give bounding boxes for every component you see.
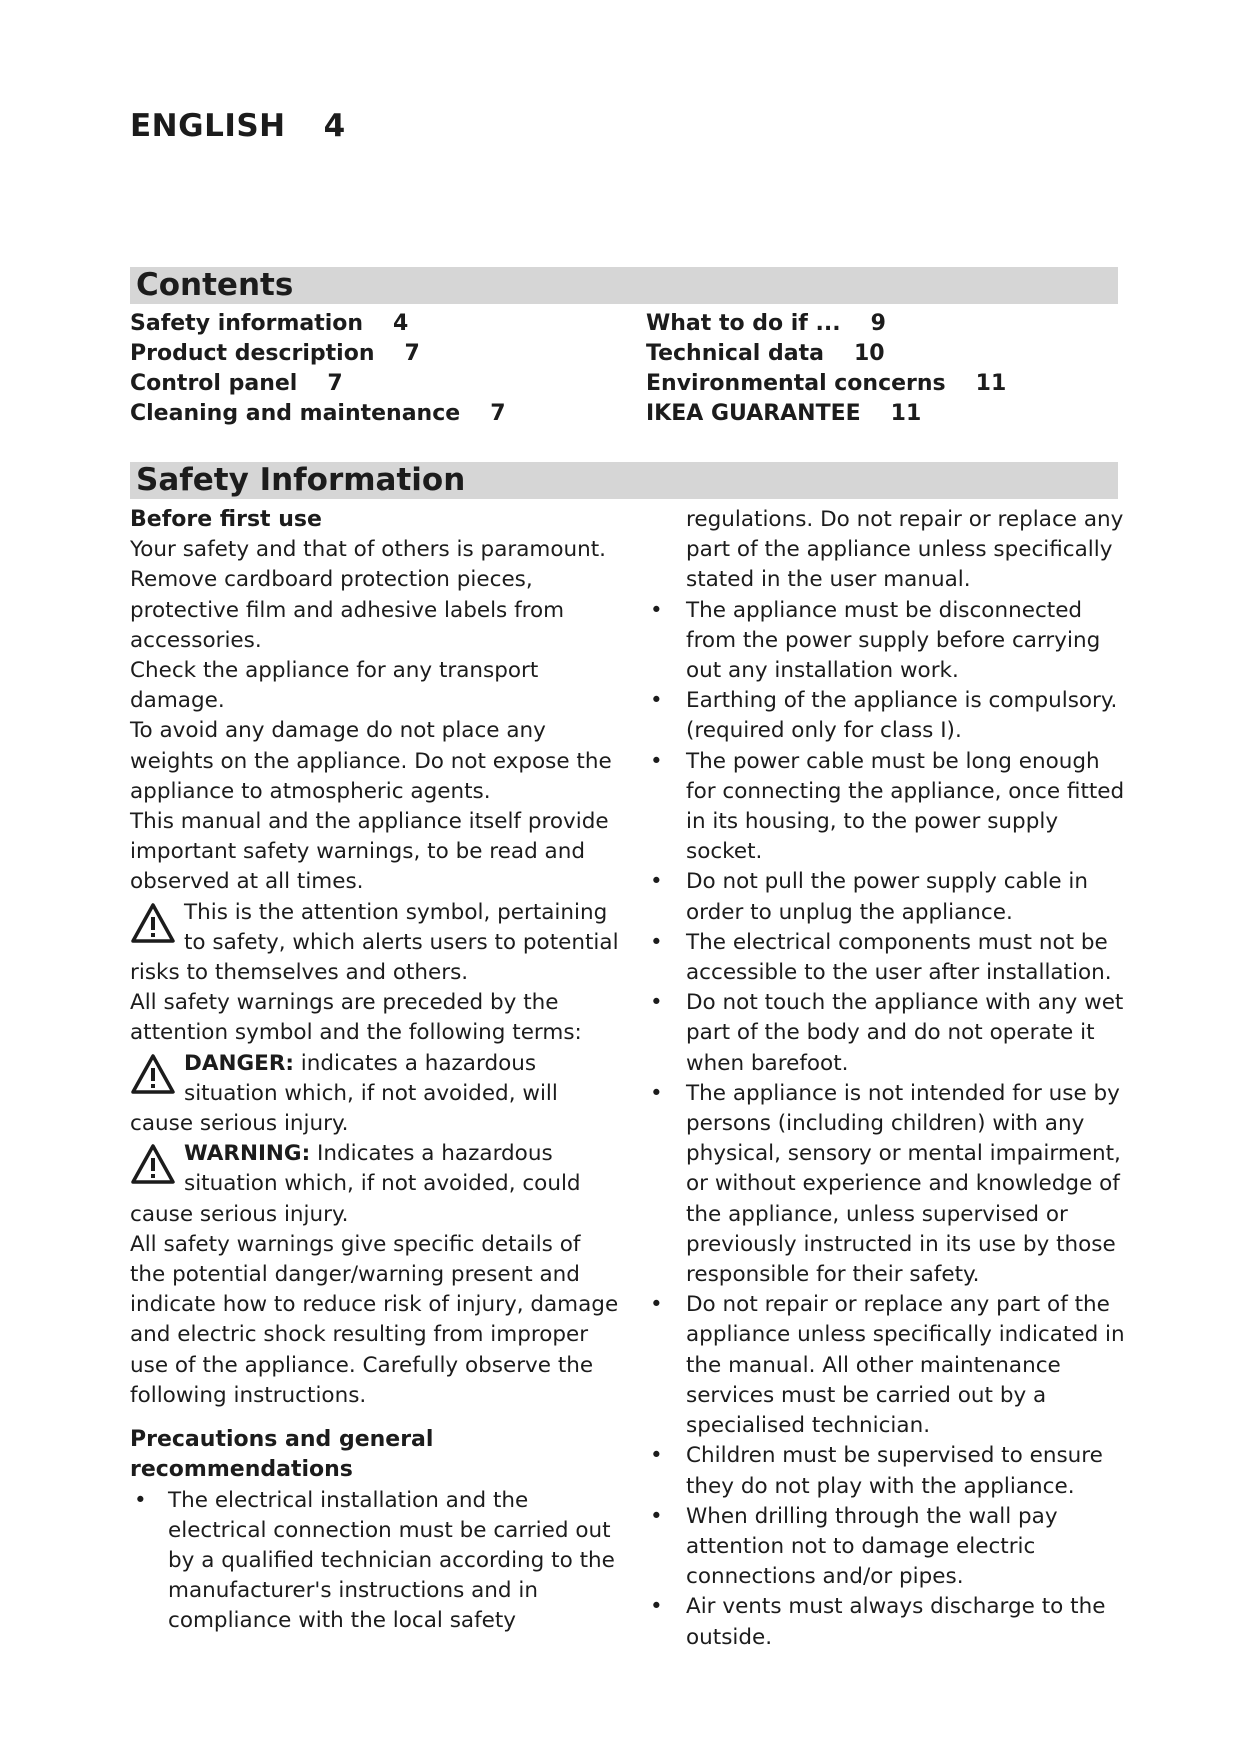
list-item: • The power cable must be long enough for connecting the appliance, once fitted in its housing, to the power supply socket. — [646, 747, 1126, 868]
page-number: 4 — [323, 108, 346, 144]
danger-term: DANGER: — [184, 1050, 294, 1076]
toc-left-column — [130, 309, 506, 429]
list-item: • The appliance is not intended for use by persons (including children) with any physical, sensory or mental impairment, or without experience and knowledge of the appliance, unless supervised or previously instructed in its use by those responsible for their safety. — [646, 1079, 1126, 1290]
danger-definition: DANGER: indicates a hazardous situation which, if not avoided, will cause serious injury. — [130, 1050, 558, 1137]
toc-item-technical-data[interactable]: Technical data 10 — [646, 341, 885, 366]
warning-definition: WARNING: Indicates a hazardous situation which, if not avoided, could cause serious injury. — [130, 1141, 581, 1227]
contents-title: Contents — [136, 267, 294, 303]
list-item: • The electrical installation and the electrical connection must be carried out by a qualified technician according to the manufacturer's instructions and in compliance with the local safety — [130, 1486, 620, 1637]
list-item: • Children must be supervised to ensure they do not play with the appliance. — [646, 1441, 1126, 1501]
safety-right-column — [646, 505, 1126, 1653]
paragraph: Your safety and that of others is paramount. — [130, 537, 607, 563]
safety-left-column — [130, 505, 620, 1637]
list-item: • Do not touch the appliance with any wet part of the body and do not operate it when barefoot. — [646, 988, 1126, 1079]
paragraph: Check the appliance for any transport damage. — [130, 658, 539, 714]
toc-right-column — [646, 309, 1006, 429]
warning-term: WARNING: — [184, 1141, 311, 1167]
precautions-list-left — [130, 1486, 620, 1637]
toc-item-environmental-concerns[interactable]: Environmental concerns 11 — [646, 371, 1007, 396]
attention-symbol-note: This is the attention symbol, pertaining to safety, which alerts users to potential risks to themselves and others. — [130, 899, 619, 986]
list-item: • Do not pull the power supply cable in order to unplug the appliance. — [646, 867, 1126, 927]
list-item: • When drilling through the wall pay attention not to damage electric connections and/or pipes. — [646, 1502, 1126, 1593]
language-label: ENGLISH — [130, 108, 286, 144]
list-item: • Earthing of the appliance is compulsory. (required only for class I). — [646, 686, 1126, 746]
safety-section-bar — [130, 462, 1118, 499]
warning-triangle-icon — [130, 902, 176, 944]
page-header — [130, 108, 346, 144]
list-item-continuation: regulations. Do not repair or replace any part of the appliance unless specifically stated in the user manual. — [686, 507, 1124, 593]
warning-triangle-icon — [130, 1143, 176, 1185]
toc-item-ikea-guarantee[interactable]: IKEA GUARANTEE 11 — [646, 401, 922, 426]
paragraph: All safety warnings are preceded by the attention symbol and the following terms: — [130, 990, 582, 1046]
paragraph: Remove cardboard protection pieces, protective film and adhesive labels from accessories. — [130, 567, 565, 653]
before-first-use-heading: Before first use — [130, 507, 322, 532]
warning-triangle-icon — [130, 1053, 176, 1095]
toc-item-control-panel[interactable]: Control panel 7 — [130, 371, 343, 396]
list-item: • The appliance must be disconnected from the power supply before carrying out any installation work. — [646, 596, 1126, 687]
toc-item-cleaning-maintenance[interactable]: Cleaning and maintenance 7 — [130, 401, 506, 426]
list-item: • Air vents must always discharge to the outside. — [646, 1592, 1126, 1652]
precautions-heading: Precautions and general recommendations — [130, 1427, 434, 1483]
paragraph: This manual and the appliance itself provide important safety warnings, to be read and observed at all times. — [130, 809, 609, 895]
safety-title: Safety Information — [136, 462, 466, 498]
toc-item-safety-information[interactable]: Safety information 4 — [130, 311, 409, 336]
precautions-list-right — [646, 596, 1126, 1653]
contents-section-bar — [130, 267, 1118, 304]
paragraph: All safety warnings give specific details of the potential danger/warning present and indicate how to reduce risk of injury, damage and electric shock resulting from improper use of the appliance. Carefully observe the following instructions. — [130, 1231, 619, 1408]
toc-item-what-to-do-if[interactable]: What to do if ... 9 — [646, 311, 886, 336]
toc-item-product-description[interactable]: Product description 7 — [130, 341, 420, 366]
paragraph: To avoid any damage do not place any weights on the appliance. Do not expose the appliance to atmospheric agents. — [130, 718, 612, 804]
list-item: • The electrical components must not be accessible to the user after installation. — [646, 928, 1126, 988]
list-item: • Do not repair or replace any part of the appliance unless specifically indicated in the manual. All other maintenance services must be carried out by a specialised technician. — [646, 1290, 1126, 1441]
